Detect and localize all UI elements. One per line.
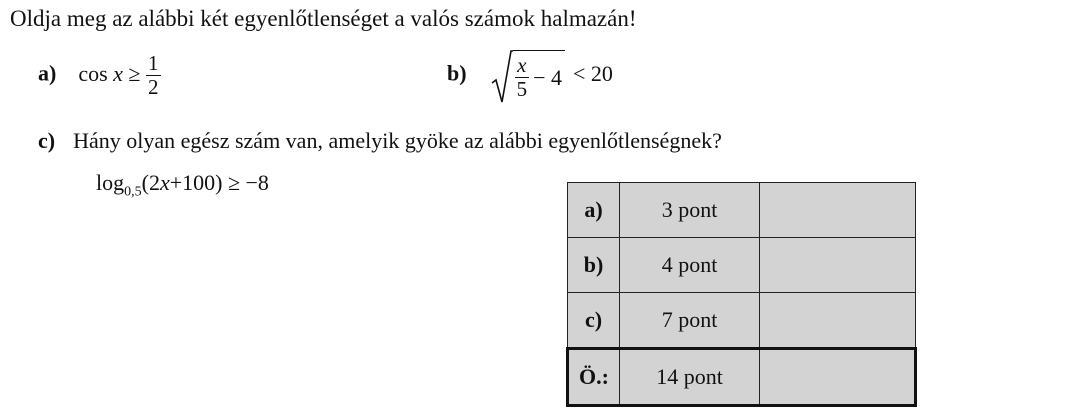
part-cell: b) — [568, 238, 620, 293]
part-a — [38, 52, 161, 99]
part-a-label: a) — [38, 60, 57, 86]
total-points-cell: 14 pont — [620, 349, 760, 406]
fraction-x-over-5 — [515, 54, 530, 101]
total-label-cell: Ö.: — [568, 349, 620, 406]
cos-function: cos — [78, 60, 108, 86]
part-c-label: c) — [38, 128, 56, 153]
relation-geq: ≥ — [128, 60, 141, 86]
table-row — [568, 238, 916, 293]
minus-four: − 4 — [533, 64, 562, 90]
table-row — [568, 293, 916, 349]
table-row — [568, 183, 916, 238]
fraction-one-half — [146, 52, 161, 99]
total-earned-cell[interactable] — [760, 349, 916, 406]
radical-sign-icon — [491, 50, 513, 104]
total-row — [568, 349, 916, 406]
fraction-denominator: 5 — [516, 77, 528, 101]
earned-cell[interactable] — [760, 293, 916, 349]
relation-lt-20: < 20 — [572, 60, 613, 86]
part-cell: c) — [568, 293, 620, 349]
fraction-numerator: 1 — [148, 51, 159, 75]
square-root — [491, 50, 565, 104]
fraction-numerator: x — [515, 54, 530, 78]
task-instruction: Oldja meg az alábbi két egyenlőtlenséget a valós számok halmazán! — [10, 6, 637, 31]
points-cell: 3 pont — [620, 183, 760, 238]
log-inequality — [96, 170, 269, 200]
part-a-inequality — [78, 51, 160, 100]
variable-x: x — [113, 60, 123, 86]
variable-x: x — [159, 170, 170, 195]
earned-cell[interactable] — [760, 238, 916, 293]
fraction-denominator: 2 — [148, 75, 159, 100]
log-function: log — [96, 170, 125, 195]
log-base: 0,5 — [124, 184, 142, 200]
score-table — [566, 182, 917, 407]
part-cell: a) — [568, 183, 620, 238]
points-cell: 7 pont — [620, 293, 760, 349]
earned-cell[interactable] — [760, 183, 916, 238]
part-c-question: Hány olyan egész szám van, amelyik gyöke az alábbi egyenlőtlenségnek? — [73, 128, 722, 153]
radicand — [513, 50, 565, 104]
points-cell: 4 pont — [620, 238, 760, 293]
part-c — [38, 128, 722, 154]
part-b-label: b) — [447, 60, 467, 86]
part-b — [447, 50, 613, 104]
log-argument-rest: +100) — [169, 170, 223, 195]
log-argument-open: (2 — [141, 170, 160, 195]
relation-geq-minus-8: ≥ −8 — [227, 170, 269, 195]
